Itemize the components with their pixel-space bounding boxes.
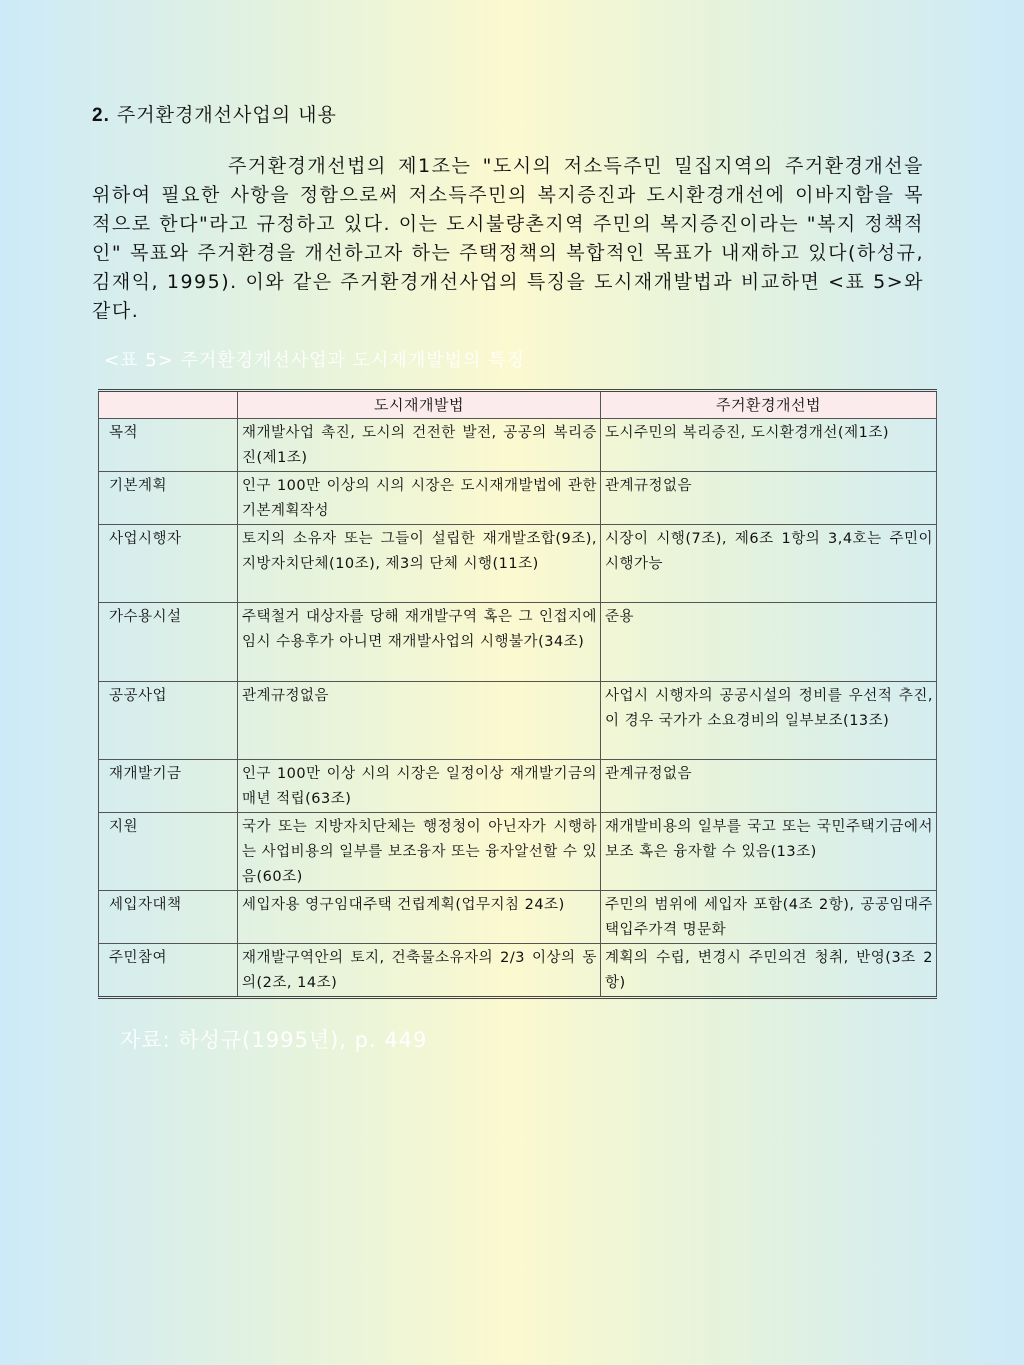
section-number: 2. (92, 105, 110, 126)
table-row (99, 891, 937, 944)
urban-cell: 주택철거 대상자를 당해 재개발구역 혹은 그 인접지에 임시 수용후가 아니면 재개발사업의 시행불가(34조) (238, 603, 601, 682)
section-heading (92, 100, 337, 127)
header-housing-improvement: 주거환경개선법 (601, 391, 937, 419)
header-urban-redevelopment: 도시재개발법 (238, 391, 601, 419)
paragraph-text: 주거환경개선법의 제1조는 "도시의 저소득주민 밀집지역의 주거환경개선을 위하여 필요한 사항을 정함으로써 저소득주민의 복지증진과 도시환경개선에 이바지함을 목적으로 한다"라고 규정하고 있다. 이는 도시불량촌지역 주민의 복지증진이라는 "복지 정책적인" 목표와 주거환경을 개선하고자 하는 주택정책의 복합적인 목표가 내재하고 있다(하성규, 김재익, 1995). 이와 같은 주거환경개선사업의 특징을 도시재개발법과 비교하면 <표 5>와 같다. (92, 155, 924, 322)
table-row (99, 419, 937, 472)
comparison-table (98, 389, 937, 999)
table-row (99, 682, 937, 760)
housing-cell: 관계규정없음 (601, 472, 937, 525)
housing-cell: 도시주민의 복리증진, 도시환경개선(제1조) (601, 419, 937, 472)
row-category: 세입자대책 (99, 891, 238, 944)
housing-cell: 관계규정없음 (601, 760, 937, 813)
source-note: 자료: 하성규(1995년), p. 449 (120, 1028, 428, 1052)
housing-cell: 계획의 수립, 변경시 주민의견 청취, 반영(3조 2항) (601, 944, 937, 998)
urban-cell: 인구 100만 이상 시의 시장은 일정이상 재개발기금의 매년 적립(63조) (238, 760, 601, 813)
urban-cell: 세입자용 영구임대주택 건립계획(업무지침 24조) (238, 891, 601, 944)
row-category: 지원 (99, 813, 238, 891)
row-category: 가수용시설 (99, 603, 238, 682)
header-blank (99, 391, 238, 419)
table-header-row (99, 391, 937, 419)
table-row (99, 813, 937, 891)
housing-cell: 사업시 시행자의 공공시설의 정비를 우선적 추진, 이 경우 국가가 소요경비의 일부보조(13조) (601, 682, 937, 760)
row-category: 사업시행자 (99, 525, 238, 603)
table-row (99, 603, 937, 682)
urban-cell: 인구 100만 이상의 시의 시장은 도시재개발법에 관한 기본계획작성 (238, 472, 601, 525)
table-row (99, 525, 937, 603)
row-category: 기본계획 (99, 472, 238, 525)
urban-cell: 관계규정없음 (238, 682, 601, 760)
section-title: 주거환경개선사업의 내용 (116, 104, 337, 126)
row-category: 공공사업 (99, 682, 238, 760)
table-caption: <표 5> 주거환경개선사업과 도시재개발법의 특징 (104, 350, 525, 371)
body-paragraph (92, 152, 924, 326)
row-category: 주민참여 (99, 944, 238, 998)
housing-cell: 재개발비용의 일부를 국고 또는 국민주택기금에서 보조 혹은 융자할 수 있음(13조) (601, 813, 937, 891)
housing-cell: 준용 (601, 603, 937, 682)
urban-cell: 토지의 소유자 또는 그들이 설립한 재개발조합(9조), 지방자치단체(10조), 제3의 단체 시행(11조) (238, 525, 601, 603)
housing-cell: 주민의 범위에 세입자 포함(4조 2항), 공공임대주택입주가격 명문화 (601, 891, 937, 944)
row-category: 재개발기금 (99, 760, 238, 813)
table-row (99, 760, 937, 813)
table-row (99, 472, 937, 525)
urban-cell: 재개발구역안의 토지, 건축물소유자의 2/3 이상의 동의(2조, 14조) (238, 944, 601, 998)
urban-cell: 국가 또는 지방자치단체는 행정청이 아닌자가 시행하는 사업비용의 일부를 보조융자 또는 융자알선할 수 있음(60조) (238, 813, 601, 891)
housing-cell: 시장이 시행(7조), 제6조 1항의 3,4호는 주민이 시행가능 (601, 525, 937, 603)
urban-cell: 재개발사업 촉진, 도시의 건전한 발전, 공공의 복리증진(제1조) (238, 419, 601, 472)
row-category: 목적 (99, 419, 238, 472)
table-row (99, 944, 937, 998)
